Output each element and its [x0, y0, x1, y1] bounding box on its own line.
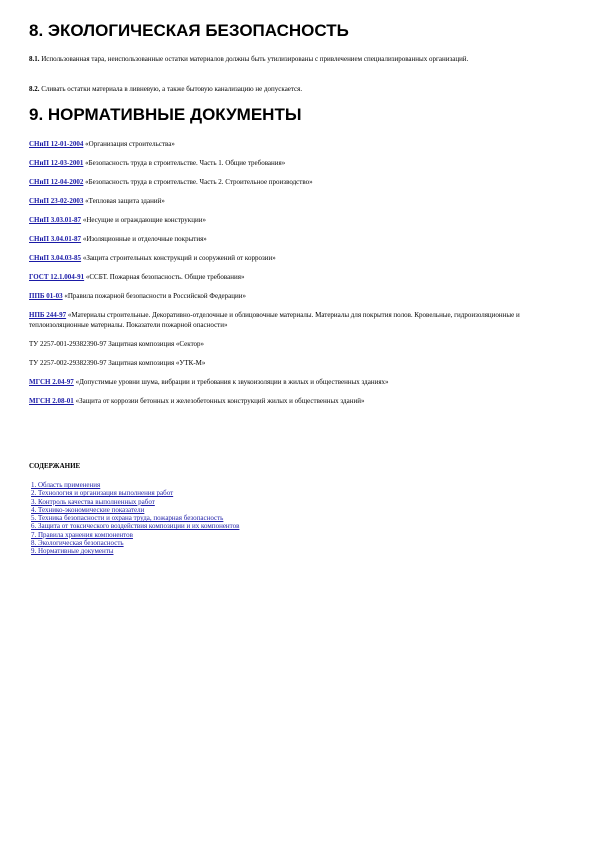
toc-item: [31, 481, 239, 489]
document-title: «Материалы строительные. Декоративно-отделочные и облицовочные материалы. Материалы для покрытия полов. Кровельные, гидроизоляционные и теплоизоляционные материалы. Показатели пожарной опасности»: [29, 311, 520, 329]
document-entry: [29, 339, 569, 349]
document-entry: [29, 158, 569, 168]
toc-link[interactable]: 6. Защита от токсического воздействия композиции и их компонентов: [31, 522, 240, 531]
document-link[interactable]: СНиП 3.03.01-87: [29, 216, 82, 224]
document-title: ТУ 2257-001-29382390-97 Защитная композиция «Сектор»: [29, 340, 205, 348]
document-title: «Безопасность труда в строительстве. Часть 2. Строительное производство»: [83, 178, 313, 186]
toc-link[interactable]: 4. Технико-экономические показатели: [31, 505, 145, 514]
document-entry: [29, 234, 569, 244]
document-title: «Тепловая защита зданий»: [83, 197, 165, 205]
toc-link[interactable]: 1. Область применения: [31, 481, 101, 489]
document-entry: [29, 358, 569, 368]
document-entry: [29, 377, 569, 387]
document-link[interactable]: СНиП 23-02-2003: [29, 197, 84, 205]
document-entry: [29, 272, 569, 282]
document-link[interactable]: МГСН 2.04-97: [29, 378, 74, 386]
document-title: «Допустимые уровни шума, вибрации и требования к звукоизоляции в жилых и общественных зданиях»: [73, 378, 389, 386]
paragraph-text: Использованная тара, неиспользованные остатки материалов должны быть утилизированы с привлечением специализированных организаций.: [39, 55, 469, 63]
document-link[interactable]: ППБ 01-03: [29, 292, 63, 300]
toc-link[interactable]: 3. Контроль качества выполненных работ: [31, 497, 155, 506]
document-entry: [29, 291, 569, 301]
document-entry: [29, 139, 569, 149]
document-link[interactable]: НПБ 244-97: [29, 311, 67, 319]
document-title: «Изоляционные и отделочные покрытия»: [81, 235, 207, 243]
paragraph-8-1: [29, 54, 559, 65]
document-entry: [29, 177, 569, 187]
contents-heading: СОДЕРЖАНИЕ: [29, 462, 81, 470]
paragraph-number: 8.2.: [29, 85, 40, 93]
toc-item: [31, 514, 239, 522]
toc-link[interactable]: 9. Нормативные документы: [31, 547, 114, 556]
section-9-heading: 9. НОРМАТИВНЫЕ ДОКУМЕНТЫ: [29, 105, 302, 124]
document-entry: [29, 253, 569, 263]
document-link[interactable]: СНиП 12-01-2004: [29, 140, 84, 148]
normative-documents-list: [29, 139, 569, 415]
toc-item: [31, 506, 239, 514]
document-title: «Защита строительных конструкций и сооружений от коррозии»: [81, 254, 276, 262]
document-title: «Организация строительства»: [83, 140, 175, 148]
toc-item: [31, 498, 239, 506]
document-link[interactable]: СНиП 12-03-2001: [29, 159, 84, 167]
toc-link[interactable]: 7. Правила хранения компонентов: [31, 530, 133, 539]
document-entry: [29, 396, 569, 406]
paragraph-number: 8.1.: [29, 55, 40, 63]
document-title: «Несущие и ограждающие конструкции»: [81, 216, 206, 224]
toc-item: [31, 547, 239, 555]
paragraph-8-2: [29, 84, 559, 95]
document-link[interactable]: СНиП 3.04.03-85: [29, 254, 82, 262]
document-title: «Безопасность труда в строительстве. Часть 1. Общие требования»: [83, 159, 286, 167]
section-8-heading: 8. ЭКОЛОГИЧЕСКАЯ БЕЗОПАСНОСТЬ: [29, 21, 349, 40]
toc-link[interactable]: 2. Технология и организация выполнения работ: [31, 489, 174, 498]
document-entry: [29, 196, 569, 206]
document-entry: [29, 310, 569, 330]
document-link[interactable]: ГОСТ 12.1.004-91: [29, 273, 85, 281]
toc-item: [31, 489, 239, 497]
document-link[interactable]: СНиП 12-04-2002: [29, 178, 84, 186]
document-link[interactable]: СНиП 3.04.01-87: [29, 235, 82, 243]
document-title: «ССБТ. Пожарная безопасность. Общие требования»: [84, 273, 245, 281]
table-of-contents: [31, 481, 239, 556]
toc-item: [31, 522, 239, 530]
document-link[interactable]: МГСН 2.08-01: [29, 397, 74, 405]
paragraph-text: Сливать остатки материала в ливневую, а также бытовую канализацию не допускается.: [39, 85, 303, 93]
document-title: ТУ 2257-002-29382390-97 Защитная композиция «УТК-М»: [29, 359, 206, 367]
document-title: «Защита от коррозии бетонных и железобетонных конструкций жилых и общественных зданий»: [73, 397, 365, 405]
document-title: «Правила пожарной безопасности в Российской Федерации»: [62, 292, 246, 300]
toc-link[interactable]: 5. Техника безопасности и охрана труда, пожарная безопасность: [31, 514, 224, 523]
toc-item: [31, 539, 239, 547]
document-entry: [29, 215, 569, 225]
toc-link[interactable]: 8. Экологическая безопасность: [31, 539, 124, 548]
toc-item: [31, 531, 239, 539]
